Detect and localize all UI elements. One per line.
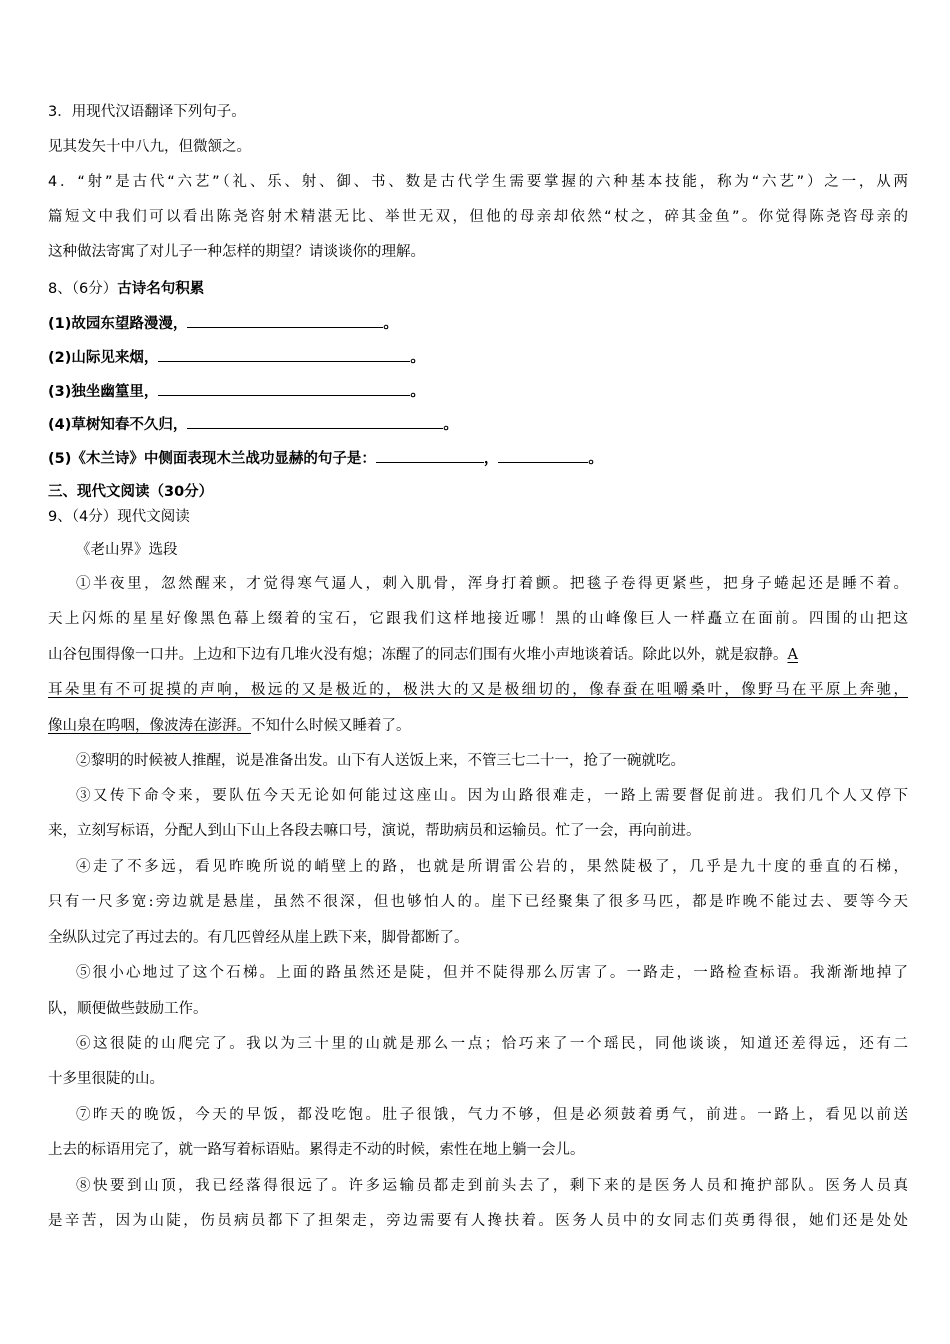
q8-item-3 — [48, 381, 908, 402]
p5-line-2: 队，顺便做些鼓励工作。 — [48, 1001, 208, 1017]
q8-item-1-end: 。 — [383, 316, 398, 332]
p1-line-3-text: 山谷包围得像一口井。上边和下边有几堆火没有熄；冻醒了的同志们围有火堆小声地谈着话。除此以外，就是寂静。 — [48, 647, 788, 663]
p1-tail: 不知什么时候又睡着了。 — [251, 718, 411, 734]
p7-line-2: 上去的标语用完了，就一路写着标语贴。累得走不动的时候，索性在地上躺一会儿。 — [48, 1142, 585, 1158]
p1-line-2: 天上闪烁的星星好像黑色幕上缀着的宝石，它跟我们这样地接近哪！黑的山峰像巨人一样矗立在面前。四围的山把这 — [48, 611, 908, 627]
p7-line-1: ⑦昨天的晚饭，今天的早饭，都没吃饱。肚子很饿，气力不够，但是必须鼓着勇气，前进。一路上，看见以前送 — [76, 1107, 908, 1123]
q8-item-3-text: (3)独坐幽篁里， — [48, 384, 159, 400]
p6-line-2: 十多里很陡的山。 — [48, 1071, 164, 1087]
q8-item-1-text: (1)故园东望路漫漫， — [48, 316, 188, 332]
p1-line-5 — [48, 716, 908, 736]
p4-line-1: ④走了不多远，看见昨晚所说的峭壁上的路，也就是所谓雷公岩的，果然陡极了，几乎是九十度的垂直的石梯， — [76, 859, 908, 875]
q8-item-5-sep: ， — [483, 451, 499, 467]
q8-item-2-blank[interactable] — [158, 347, 410, 362]
q8-item-3-blank[interactable] — [158, 381, 410, 396]
passage-title: 《老山界》选段 — [76, 542, 178, 558]
underlined-line-1: 耳朵里有不可捉摸的声响，极远的又是极近的，极洪大的又是极细切的，像春蚕在咀嚼桑叶，像野马在平原上奔驰， — [48, 682, 908, 698]
q4-line-3: 这种做法寄寓了对儿子一种怎样的期望？请谈谈你的理解。 — [48, 244, 425, 260]
q8-item-2 — [48, 347, 908, 368]
section3-title: 三、现代文阅读（30分） — [48, 484, 214, 500]
p3-line-1: ③又传下命令来，要队伍今天无论如何能过这座山。因为山路很难走，一路上需要督促前进。我们几个人又停下 — [76, 788, 908, 804]
p2: ②黎明的时候被人推醒，说是准备出发。山下有人送饭上来，不管三七二十一，抢了一碗就吃。 — [76, 753, 685, 769]
q8-item-1 — [48, 313, 908, 334]
p1-line-1: ①半夜里，忽然醒来，才觉得寒气逼人，刺入肌骨，浑身打着颤。把毯子卷得更紧些，把身子蜷起还是睡不着。 — [76, 576, 908, 592]
p8-line-1: ⑧快要到山顶，我已经落得很远了。许多运输员都走到前头去了，剩下来的是医务人员和掩护部队。医务人员真 — [76, 1178, 908, 1194]
q8-item-5-end: 。 — [588, 451, 603, 467]
q9-header: 9、（4分）现代文阅读 — [48, 509, 190, 525]
q8-item-5 — [48, 448, 908, 469]
q3-prompt: 3．用现代汉语翻译下列句子。 — [48, 104, 246, 120]
q8-item-4-text: (4)草树知春不久归， — [48, 417, 188, 433]
q8-item-5-blank-2[interactable] — [498, 448, 588, 463]
p5-line-1: ⑤很小心地过了这个石梯。上面的路虽然还是陡，但并不陡得那么厉害了。一路走，一路检查标语。我渐渐地掉了 — [76, 965, 908, 981]
p4-line-3: 全纵队过完了再过去的。有几匹曾经从崖上跌下来，脚骨都断了。 — [48, 930, 469, 946]
q8-item-4-end: 。 — [443, 417, 458, 433]
p4-line-2: 只有一尺多宽:旁边就是悬崖，虽然不很深，但也够怕人的。崖下已经聚集了很多马匹，都是昨晚不能过去、要等今天 — [48, 894, 908, 910]
q8-header-title: 古诗名句积累 — [117, 281, 205, 297]
q8-item-5-text: (5)《木兰诗》中侧面表现木兰战功显赫的句子是： — [48, 451, 376, 467]
q8-header — [48, 279, 908, 299]
q8-header-prefix: 8、（6分） — [48, 281, 118, 297]
q4-line-2: 篇短文中我们可以看出陈尧咨射术精湛无比、举世无双，但他的母亲却依然“杖之，碎其金鱼”。你觉得陈尧咨母亲的 — [48, 209, 908, 225]
q8-item-4-blank[interactable] — [187, 414, 443, 429]
p8-line-2: 是辛苦，因为山陡，伤员病员都下了担架走，旁边需要有人搀扶着。医务人员中的女同志们英勇得很，她们还是处处 — [48, 1213, 908, 1229]
q8-item-2-text: (2)山际见来烟， — [48, 350, 159, 366]
p6-line-1: ⑥这很陡的山爬完了。我以为三十里的山就是那么一点；恰巧来了一个瑶民，同他谈谈，知道还差得远，还有二 — [76, 1036, 908, 1052]
q8-item-5-blank-1[interactable] — [376, 448, 484, 463]
underlined-line-2: 像山泉在呜咽，像波涛在澎湃。 — [48, 718, 251, 734]
q4-line-1: 4．“射”是古代“六艺”（礼、乐、射、御、书、数是古代学生需要掌握的六种基本技能，称为“六艺”）之一，从两 — [48, 174, 908, 190]
q8-item-2-end: 。 — [410, 350, 425, 366]
q8-item-3-end: 。 — [410, 384, 425, 400]
q8-item-1-blank[interactable] — [187, 313, 383, 328]
underline-marker-a: A — [787, 647, 798, 663]
p3-line-2: 来，立刻写标语，分配人到山下山上各段去嘛口号，演说，帮助病员和运输员。忙了一会，再向前进。 — [48, 823, 701, 839]
q8-item-4 — [48, 414, 908, 435]
p1-line-3 — [48, 645, 908, 665]
q3-sentence: 见其发矢十中八九，但微颔之。 — [48, 139, 251, 155]
